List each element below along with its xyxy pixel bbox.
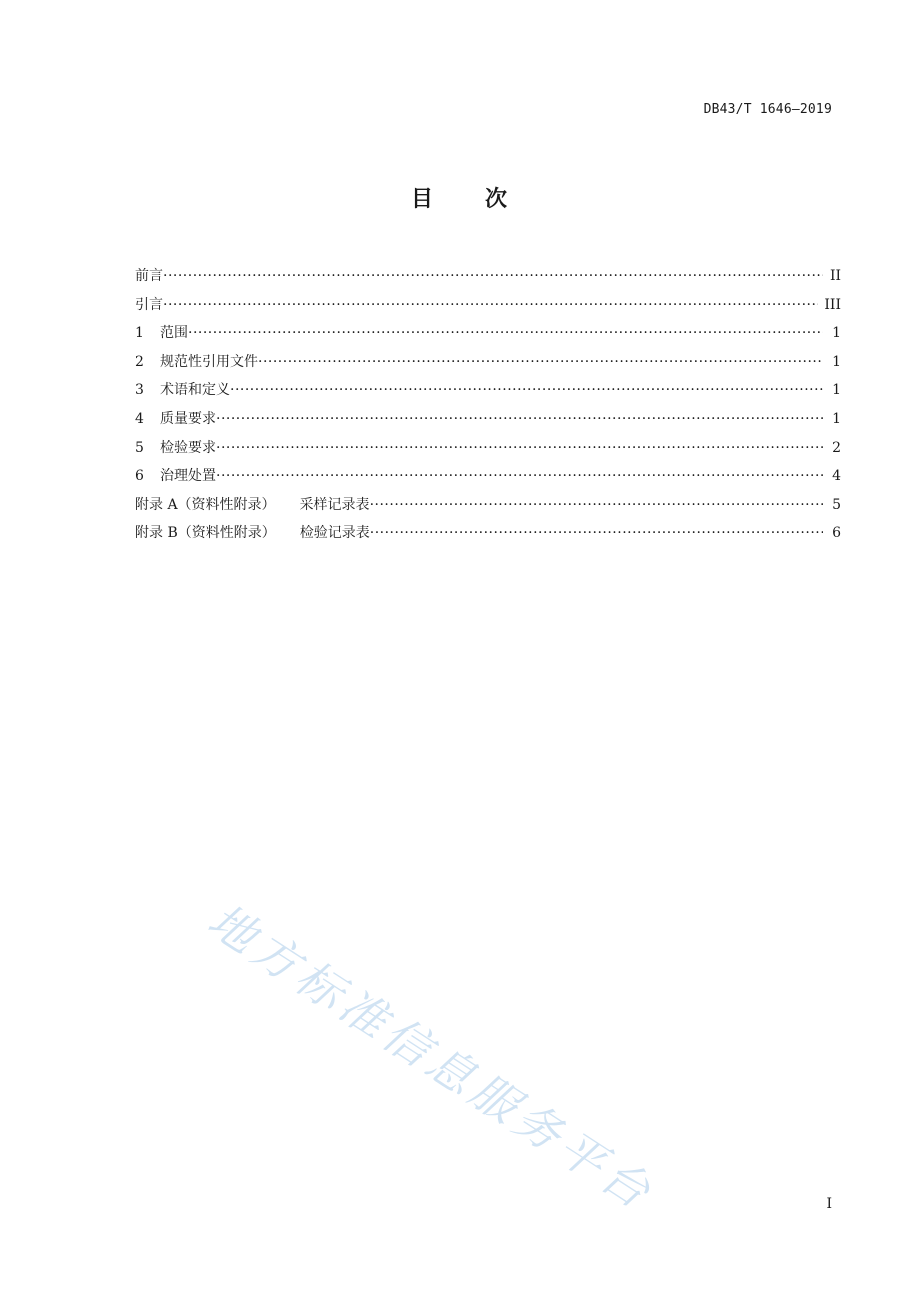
- toc-entry-page: 6: [832, 525, 841, 542]
- toc-entry-label: 检验要求: [160, 439, 216, 456]
- toc-entry-scope[interactable]: [135, 319, 841, 348]
- toc-entry-page: 5: [832, 496, 841, 513]
- toc-entry-number: 3: [135, 382, 144, 399]
- toc-entry-label: 治理处置: [160, 468, 216, 485]
- toc-entry-foreword[interactable]: [135, 262, 841, 291]
- toc-dot-leader: [163, 291, 818, 320]
- toc-entry-label: 范围: [160, 325, 188, 342]
- toc-dot-leader: [163, 262, 823, 291]
- toc-entry-introduction[interactable]: [135, 291, 841, 320]
- title-char-2: 次: [485, 187, 510, 212]
- toc-entry-label: 规范性引用文件: [160, 353, 258, 370]
- watermark: 地方标准信息服务平台: [198, 892, 665, 1222]
- toc-entry-label: 术语和定义: [160, 382, 230, 399]
- toc-dot-leader: [188, 319, 823, 348]
- title-char-1: 目: [410, 187, 435, 212]
- toc-dot-leader: [370, 491, 823, 520]
- toc-entry-terms[interactable]: [135, 376, 841, 405]
- toc-entry-number: 5: [135, 439, 144, 456]
- toc-entry-page: 1: [832, 353, 841, 370]
- document-code: DB43/T 1646—2019: [703, 102, 832, 117]
- page-title: [0, 182, 920, 213]
- page-number: I: [826, 1196, 832, 1212]
- toc-entry-appendix-a[interactable]: [135, 491, 841, 520]
- toc-appendix-subtitle: 检验记录表: [299, 525, 370, 542]
- toc-dot-leader: [216, 405, 823, 434]
- toc-entry-page: 1: [832, 382, 841, 399]
- toc-entry-page: 1: [832, 410, 841, 427]
- toc-entry-page: 4: [832, 468, 841, 485]
- toc-dot-leader: [258, 348, 823, 377]
- toc-entry-quality-requirements[interactable]: [135, 405, 841, 434]
- toc-entry-page: III: [824, 296, 841, 313]
- toc-entry-page: 2: [832, 439, 841, 456]
- toc-entry-number: 1: [135, 325, 144, 342]
- toc-entry-number: 2: [135, 353, 144, 370]
- toc-entry-page: 1: [832, 325, 841, 342]
- toc-dot-leader: [216, 434, 823, 463]
- toc-entry-treatment[interactable]: [135, 462, 841, 491]
- toc-entry-label: [135, 491, 370, 520]
- toc-entry-label: 质量要求: [160, 410, 216, 427]
- toc-dot-leader: [216, 462, 823, 491]
- toc-entry-inspection-requirements[interactable]: [135, 434, 841, 463]
- toc-entry-page: II: [829, 268, 841, 284]
- toc-entry-label: [135, 519, 370, 548]
- toc-dot-leader: [370, 519, 823, 548]
- table-of-contents: [135, 262, 841, 548]
- toc-entry-label: 引言: [135, 296, 163, 313]
- toc-entry-number: 6: [135, 468, 144, 485]
- toc-entry-label: 前言: [135, 268, 163, 284]
- toc-entry-normative-references[interactable]: [135, 348, 841, 377]
- toc-appendix-title: 附录 B（资料性附录）: [135, 525, 276, 542]
- toc-appendix-subtitle: 采样记录表: [299, 496, 370, 513]
- toc-entry-number: 4: [135, 410, 144, 427]
- toc-dot-leader: [230, 376, 823, 405]
- toc-appendix-title: 附录 A（资料性附录）: [135, 496, 276, 513]
- toc-entry-appendix-b[interactable]: [135, 519, 841, 548]
